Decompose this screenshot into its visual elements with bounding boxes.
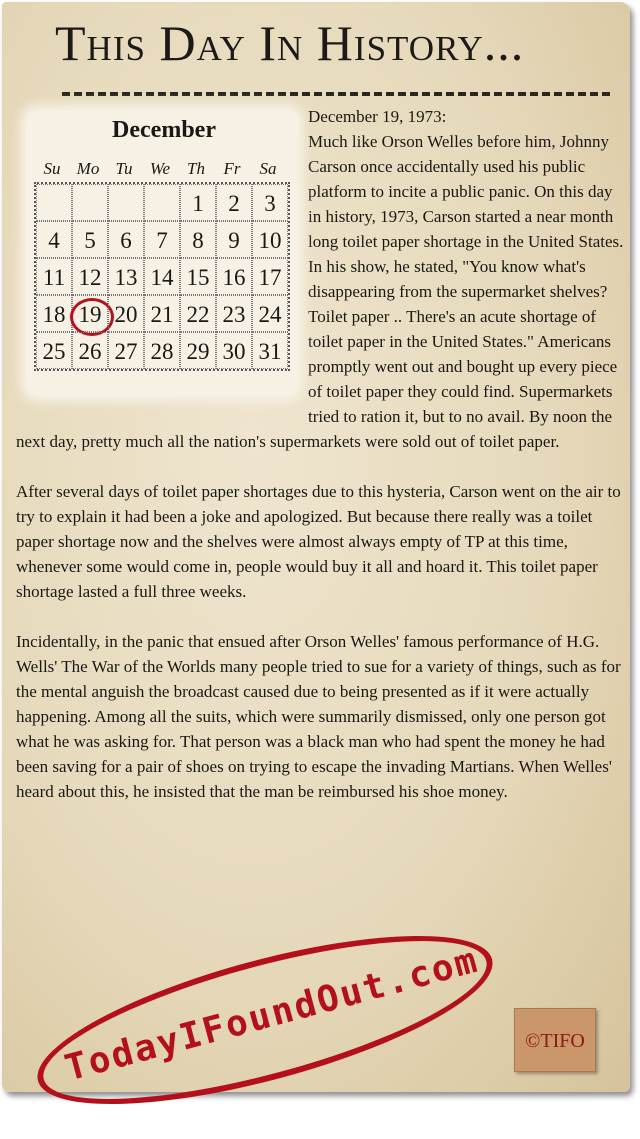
calendar-day: 28 [144, 332, 180, 369]
calendar-day: 17 [252, 258, 288, 295]
weekday-label: Su [43, 159, 61, 178]
weekday-label: Sa [259, 159, 277, 178]
calendar-day: 19 [72, 295, 108, 332]
calendar-day: 31 [252, 332, 288, 369]
calendar-day: 15 [180, 258, 216, 295]
calendar-day: 25 [36, 332, 72, 369]
calendar-day: 20 [108, 295, 144, 332]
weekday-header [34, 156, 286, 181]
calendar-day: 29 [180, 332, 216, 369]
calendar-day: 24 [252, 295, 288, 332]
copyright-badge: ©TIFO [514, 1008, 596, 1072]
weekday-label: Fr [223, 159, 241, 178]
calendar-day: 8 [180, 221, 216, 258]
weekday-label: We [149, 159, 171, 178]
stamp-text: TodayIFoundOut.com [60, 939, 484, 1090]
calendar-day: 16 [216, 258, 252, 295]
calendar-day: 11 [36, 258, 72, 295]
article [16, 104, 624, 829]
calendar-day: 30 [216, 332, 252, 369]
calendar-day: 18 [36, 295, 72, 332]
calendar-empty-cell [36, 184, 72, 221]
page-title: This Day In History... [55, 15, 525, 71]
paragraph-2: After several days of toilet paper shortages due to this hysteria, Carson went on the air to try to explain it had been a joke and apologized. But because there really was a toilet paper shortage now and the shelves were almost always empty of TP at this time, whenever some would come in, people would buy it all and hoard it. This toilet paper shortage lasted a full three weeks. [16, 482, 621, 601]
calendar-empty-cell [72, 184, 108, 221]
dateline: December 19, 1973: [308, 107, 447, 126]
weekday-label: Mo [76, 159, 100, 178]
calendar-day: 23 [216, 295, 252, 332]
calendar-day: 13 [108, 258, 144, 295]
calendar-day: 4 [36, 221, 72, 258]
weekday-label: Tu [115, 159, 133, 178]
calendar-day: 14 [144, 258, 180, 295]
calendar-day: 27 [108, 332, 144, 369]
weekday-label: Th [187, 159, 205, 178]
calendar-day: 9 [216, 221, 252, 258]
calendar-day: 3 [252, 184, 288, 221]
calendar-day: 6 [108, 221, 144, 258]
calendar [14, 104, 302, 422]
calendar-empty-cell [108, 184, 144, 221]
calendar-month: December [112, 117, 216, 143]
calendar-day: 21 [144, 295, 180, 332]
calendar-day: 12 [72, 258, 108, 295]
calendar-empty-cell [144, 184, 180, 221]
calendar-day: 5 [72, 221, 108, 258]
calendar-day: 26 [72, 332, 108, 369]
paragraph-1: Much like Orson Welles before him, Johnny Carson once accidentally used his public platform to incite a public panic. On this day in history, 1973, Carson started a near month long toilet paper shortage in the United States. In his show, he stated, "You know what's disappearing from the supermarket shelves? Toilet paper .. There's an acute shortage of toilet paper in the United States." Americans promptly went out and bought up every piece of toilet paper they could find. Supermarkets tried to ration it, but to no avail. By noon the next day, pretty much all the nation's supermarkets were sold out of toilet paper. [16, 132, 624, 451]
calendar-day: 22 [180, 295, 216, 332]
dashed-divider [62, 92, 610, 96]
calendar-day: 2 [216, 184, 252, 221]
calendar-day: 10 [252, 221, 288, 258]
calendar-grid [34, 182, 290, 371]
calendar-day: 7 [144, 221, 180, 258]
calendar-day: 1 [180, 184, 216, 221]
paragraph-3: Incidentally, in the panic that ensued after Orson Welles' famous performance of H.G. Wells' The War of the Worlds many people tried to sue for a variety of things, such as for the mental anguish the broadcast caused due to being presented as if it were actually happening. Among all the suits, which were summarily dismissed, only one person got what he was asking for. That person was a black man who had spent the money he had been saving for a pair of shoes on trying to escape the invading Martians. When Welles' heard about this, he insisted that the man be reimbursed his shoe money. [16, 632, 621, 801]
